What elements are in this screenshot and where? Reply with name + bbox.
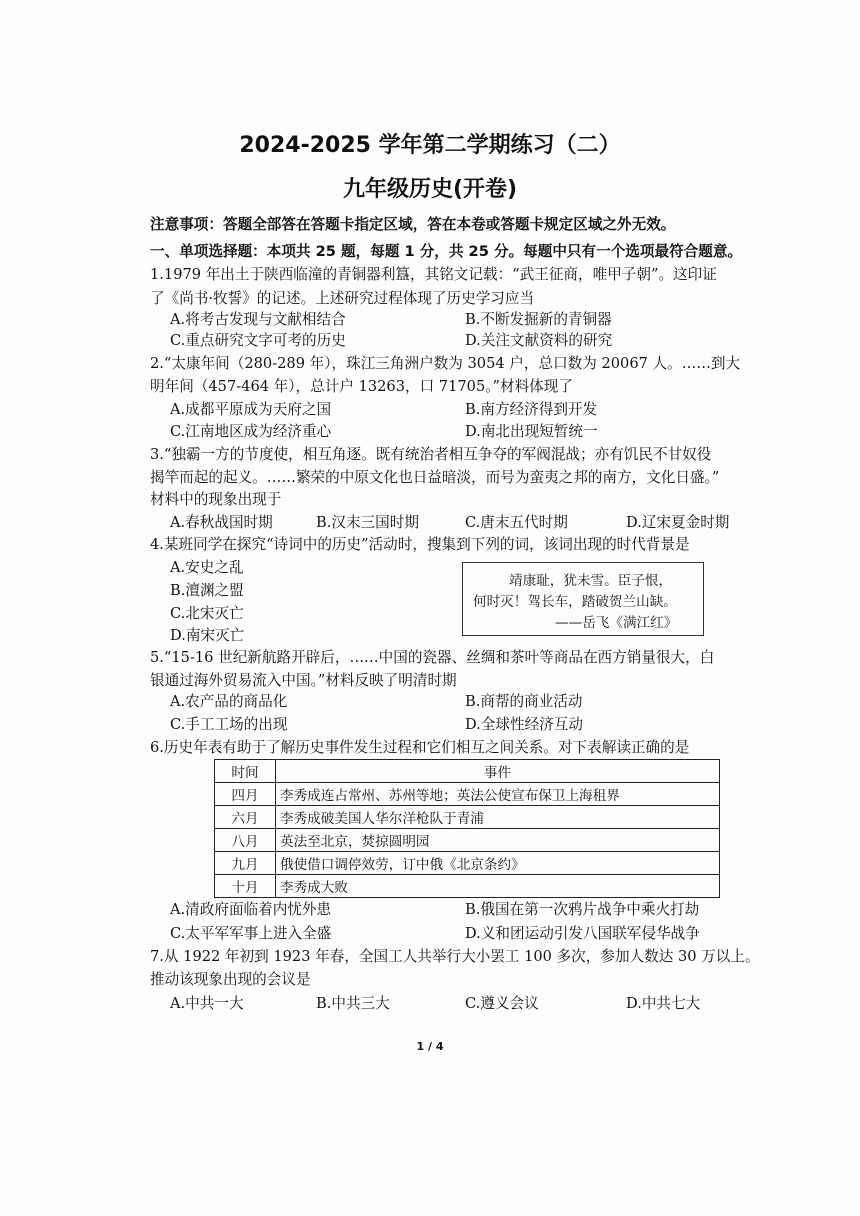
q1-option-d: D.关注文献资料的研究 — [465, 332, 613, 349]
q1-stem-line2: 了《尚书·牧誓》的记述。上述研究过程体现了历史学习应当 — [150, 290, 535, 307]
q4-stem: 4.某班同学在探究“诗词中的历史”活动时，搜集到下列的词，该词出现的时代背景是 — [150, 536, 690, 553]
exam-subtitle: 九年级历史(开卷) — [342, 177, 518, 202]
q7-option-b: B.中共三大 — [316, 995, 390, 1012]
table-cell-time: 十月 — [215, 875, 276, 898]
q5-stem-line1: 5.“15-16 世纪新航路开辟后，……中国的瓷器、丝绸和茶叶等商品在西方销量很大，白 — [150, 649, 715, 666]
q4-option-d: D.南宋灭亡 — [170, 627, 245, 644]
notice-label: 注意事项： — [150, 216, 223, 233]
q5-option-b: B.商帮的商业活动 — [465, 693, 583, 710]
exam-title: 2024-2025 学年第二学期练习（二） — [239, 133, 621, 158]
q5-option-d: D.全球性经济互动 — [465, 716, 583, 733]
q2-option-b: B.南方经济得到开发 — [465, 401, 598, 418]
notice — [150, 215, 675, 235]
q2-option-a: A.成都平原成为天府之国 — [170, 401, 332, 418]
poem-line1: 靖康耻，犹未雪。臣子恨， — [509, 573, 673, 589]
table-cell-event: 李秀成大败 — [276, 875, 720, 898]
q2-option-c: C.江南地区成为经济重心 — [170, 423, 332, 440]
q6-stem: 6.历史年表有助于了解历史事件发生过程和它们相互之间关系。对下表解读正确的是 — [150, 739, 690, 756]
table-cell-time: 八月 — [215, 829, 276, 852]
q7-option-a: A.中共一大 — [170, 995, 244, 1012]
table-header-row — [215, 760, 720, 783]
table-cell-event: 李秀成破美国人华尔洋枪队于青浦 — [276, 806, 720, 829]
q1-option-c: C.重点研究文字可考的历史 — [170, 332, 346, 349]
q4-option-c: C.北宋灭亡 — [170, 605, 244, 622]
notice-text: 答题全部答在答题卡指定区域，答在本卷或答题卡规定区域之外无效。 — [222, 216, 676, 233]
table-row — [215, 875, 720, 898]
q6-option-c: C.太平军军事上进入全盛 — [170, 925, 332, 942]
q3-stem-line1: 3.“独霸一方的节度使，相互角逐。既有统治者相互争夺的军阀混战；亦有饥民不甘奴役 — [150, 446, 712, 463]
q7-option-c: C.遵义会议 — [465, 995, 539, 1012]
table-row — [215, 852, 720, 875]
table-row — [215, 783, 720, 806]
q3-stem-line2: 揭竿而起的起义。……繁荣的中原文化也日益暗淡，而号为蛮夷之邦的南方，文化日盛。” — [150, 469, 720, 486]
page-number: 1 / 4 — [416, 1040, 444, 1053]
table-row — [215, 806, 720, 829]
q7-option-d: D.中共七大 — [626, 995, 701, 1012]
section-heading: 一、单项选择题：本项共 25 题，每题 1 分，共 25 分。每题中只有一个选项最符合题意。 — [150, 243, 743, 260]
table-cell-event: 李秀成连占常州、苏州等地；英法公使宣布保卫上海租界 — [276, 783, 720, 806]
table-cell-time: 六月 — [215, 806, 276, 829]
q1-option-a: A.将考古发现与文献相结合 — [170, 311, 346, 328]
q4-option-b: B.澶渊之盟 — [170, 582, 244, 599]
table-cell-event: 英法至北京，焚掠圆明园 — [276, 829, 720, 852]
timeline-table — [214, 759, 720, 898]
table-header-event: 事件 — [276, 760, 720, 783]
q6-option-a: A.清政府面临着内忧外患 — [170, 901, 332, 918]
q2-option-d: D.南北出现短暂统一 — [465, 423, 598, 440]
q2-stem-line1: 2.“太康年间（280-289 年），珠江三角洲户数为 3054 户，总口数为 20067 人。……到大 — [150, 355, 741, 372]
q4-option-a: A.安史之乱 — [170, 559, 244, 576]
q3-option-a: A.春秋战国时期 — [170, 514, 273, 531]
q6-option-b: B.俄国在第一次鸦片战争中乘火打劫 — [465, 901, 700, 918]
q5-stem-line2: 银通过海外贸易流入中国。”材料反映了明清时期 — [150, 672, 457, 689]
table-cell-time: 九月 — [215, 852, 276, 875]
poem-source: ——岳飞《满江红》 — [555, 615, 678, 631]
q1-option-b: B.不断发掘新的青铜器 — [465, 311, 612, 328]
q2-stem-line2: 明年间（457-464 年），总计户 13263，口 71705。”材料体现了 — [150, 378, 573, 395]
q3-option-d: D.辽宋夏金时期 — [626, 514, 730, 531]
q5-option-a: A.农产品的商品化 — [170, 693, 288, 710]
table-cell-event: 俄使借口调停效劳，订中俄《北京条约》 — [276, 852, 720, 875]
table-cell-time: 四月 — [215, 783, 276, 806]
q1-stem-line1: 1.1979 年出土于陕西临潼的青铜器利簋，其铭文记载：“武王征商，唯甲子朝”。这印证 — [150, 266, 717, 283]
table-header-time: 时间 — [215, 760, 276, 783]
q3-stem-line3: 材料中的现象出现于 — [150, 491, 282, 508]
q7-stem-line1: 7.从 1922 年初到 1923 年春，全国工人共举行大小罢工 100 多次，参加人数达 30 万以上。 — [150, 948, 760, 965]
q6-option-d: D.义和团运动引发八国联军侵华战争 — [465, 925, 700, 942]
poem-box — [462, 562, 704, 636]
q5-option-c: C.手工工场的出现 — [170, 716, 288, 733]
q3-option-c: C.唐末五代时期 — [465, 514, 568, 531]
table-row — [215, 829, 720, 852]
poem-line2: 何时灭！驾长车，踏破贺兰山缺。 — [473, 594, 677, 610]
q7-stem-line2: 推动该现象出现的会议是 — [150, 971, 311, 988]
q3-option-b: B.汉末三国时期 — [316, 514, 419, 531]
